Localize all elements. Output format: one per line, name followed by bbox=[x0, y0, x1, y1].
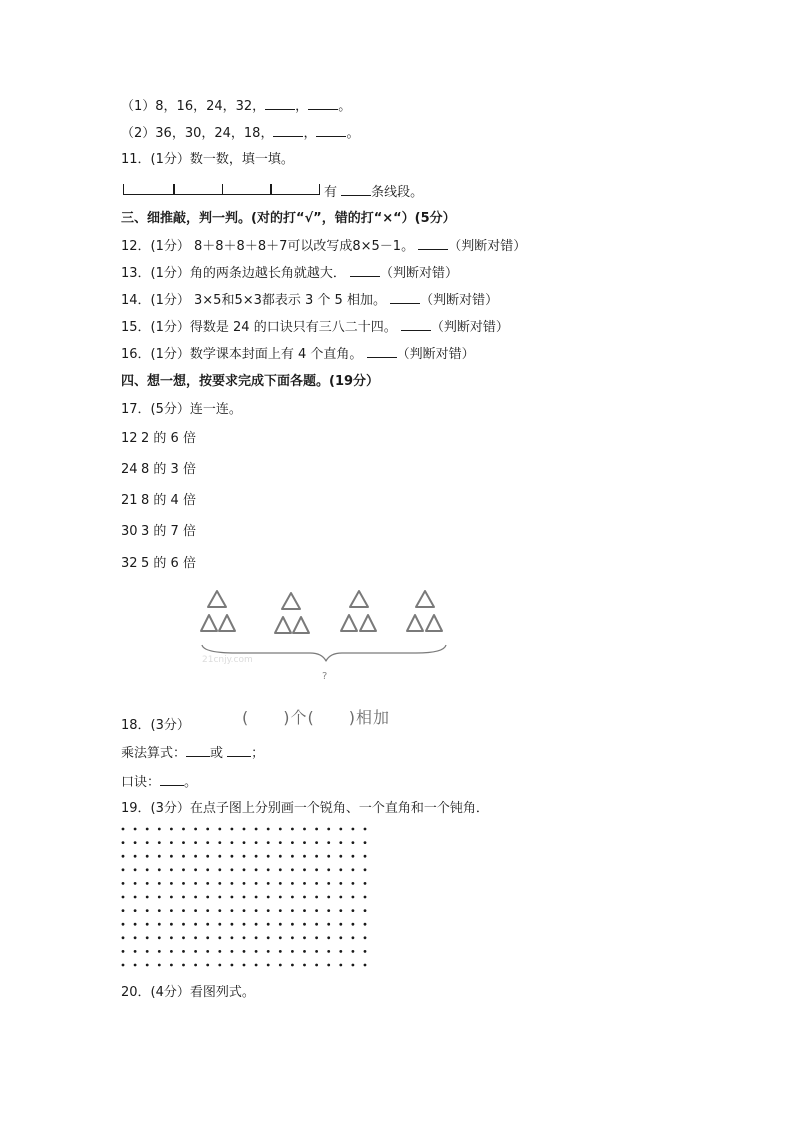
grid-dot[interactable] bbox=[267, 868, 270, 871]
section-4-title: 四、想一想，按要求完成下面各题。(19分） bbox=[121, 374, 380, 389]
grid-dot[interactable] bbox=[279, 936, 282, 939]
grid-dot[interactable] bbox=[291, 909, 294, 912]
grid-dot[interactable] bbox=[267, 828, 270, 831]
grid-dot[interactable] bbox=[352, 923, 355, 926]
grid-dot[interactable] bbox=[303, 936, 306, 939]
grid-dot[interactable] bbox=[364, 964, 367, 967]
grid-dot[interactable] bbox=[279, 964, 282, 967]
grid-dot[interactable] bbox=[255, 909, 258, 912]
grid-dot[interactable] bbox=[206, 882, 209, 885]
grid-dot[interactable] bbox=[182, 868, 185, 871]
grid-dot[interactable] bbox=[315, 828, 318, 831]
question-20-title: 20．(4分）看图列式。 bbox=[121, 985, 255, 1000]
grid-dot[interactable] bbox=[339, 896, 342, 899]
grid-dot[interactable] bbox=[291, 950, 294, 953]
grid-dot[interactable] bbox=[170, 923, 173, 926]
grid-dot[interactable] bbox=[170, 964, 173, 967]
seq-question-2: （2）36，30，24，18， ， 。 bbox=[121, 126, 360, 141]
grid-dot[interactable] bbox=[291, 964, 294, 967]
answer-blank[interactable] bbox=[350, 265, 380, 277]
grid-dot[interactable] bbox=[267, 923, 270, 926]
grid-dot[interactable] bbox=[170, 841, 173, 844]
grid-dot[interactable] bbox=[194, 868, 197, 871]
grid-dot[interactable] bbox=[315, 909, 318, 912]
grid-dot[interactable] bbox=[206, 964, 209, 967]
judgment-item-12: 12．(1分） 8＋8＋8＋8＋7可以改写成8×5－1。 （判断对错） bbox=[121, 239, 527, 254]
link-row[interactable] bbox=[121, 493, 196, 509]
grid-dot[interactable] bbox=[194, 855, 197, 858]
grid-dot[interactable] bbox=[352, 828, 355, 831]
grid-dot[interactable] bbox=[194, 936, 197, 939]
link-description[interactable]: 8 的 4 倍 bbox=[141, 493, 196, 508]
grid-dot[interactable] bbox=[206, 855, 209, 858]
grid-dot[interactable] bbox=[327, 855, 330, 858]
grid-dot[interactable] bbox=[243, 950, 246, 953]
grid-dot[interactable] bbox=[291, 896, 294, 899]
grid-dot[interactable] bbox=[146, 950, 149, 953]
judgment-item-13: 13．(1分）角的两条边越长角就越大． （判断对错） bbox=[121, 266, 459, 281]
grid-dot[interactable] bbox=[279, 882, 282, 885]
grid-dot[interactable] bbox=[291, 936, 294, 939]
grid-dot[interactable] bbox=[158, 909, 161, 912]
grid-dot[interactable] bbox=[327, 828, 330, 831]
grid-dot[interactable] bbox=[279, 923, 282, 926]
grid-dot[interactable] bbox=[182, 841, 185, 844]
grid-dot[interactable] bbox=[146, 936, 149, 939]
grid-dot[interactable] bbox=[231, 936, 234, 939]
grid-dot[interactable] bbox=[158, 882, 161, 885]
answer-blank[interactable] bbox=[390, 292, 420, 304]
grid-dot[interactable] bbox=[206, 909, 209, 912]
grid-dot[interactable] bbox=[364, 828, 367, 831]
answer-blank[interactable] bbox=[367, 346, 397, 358]
grid-dot[interactable] bbox=[243, 855, 246, 858]
section-3-title: 三、细推敲，判一判。(对的打“√”，错的打“×“）(5分） bbox=[121, 211, 456, 226]
grid-dot[interactable] bbox=[158, 936, 161, 939]
grid-dot[interactable] bbox=[327, 964, 330, 967]
grid-dot[interactable] bbox=[218, 841, 221, 844]
grid-dot[interactable] bbox=[158, 855, 161, 858]
grid-dot[interactable] bbox=[352, 936, 355, 939]
grid-dot[interactable] bbox=[146, 964, 149, 967]
grid-dot[interactable] bbox=[194, 909, 197, 912]
grid-dot[interactable] bbox=[243, 936, 246, 939]
answer-blank[interactable] bbox=[401, 319, 431, 331]
grid-dot[interactable] bbox=[146, 828, 149, 831]
grid-dot[interactable] bbox=[352, 841, 355, 844]
question-11-title: 11．(1分）数一数，填一填。 bbox=[121, 152, 294, 167]
grid-dot[interactable] bbox=[339, 828, 342, 831]
grid-dot[interactable] bbox=[255, 841, 258, 844]
grid-dot[interactable] bbox=[352, 964, 355, 967]
grid-dot[interactable] bbox=[315, 936, 318, 939]
answer-blank[interactable] bbox=[308, 98, 338, 110]
grid-dot[interactable] bbox=[134, 936, 137, 939]
grid-dot[interactable] bbox=[255, 950, 258, 953]
grid-dot[interactable] bbox=[291, 923, 294, 926]
grid-dot[interactable] bbox=[279, 855, 282, 858]
grid-dot[interactable] bbox=[122, 855, 125, 858]
link-description[interactable]: 8 的 3 倍 bbox=[141, 462, 196, 477]
grid-dot[interactable] bbox=[218, 936, 221, 939]
grid-dot[interactable] bbox=[255, 896, 258, 899]
grid-dot[interactable] bbox=[134, 964, 137, 967]
grid-dot[interactable] bbox=[315, 855, 318, 858]
grid-dot[interactable] bbox=[122, 841, 125, 844]
grid-dot[interactable] bbox=[158, 964, 161, 967]
grid-dot[interactable] bbox=[327, 882, 330, 885]
grid-dot[interactable] bbox=[279, 828, 282, 831]
grid-dot[interactable] bbox=[231, 896, 234, 899]
grid-dot[interactable] bbox=[327, 936, 330, 939]
link-number[interactable]: 24 bbox=[121, 462, 138, 477]
grid-dot[interactable] bbox=[146, 923, 149, 926]
answer-blank[interactable] bbox=[227, 745, 251, 757]
grid-dot[interactable] bbox=[170, 828, 173, 831]
grid-dot[interactable] bbox=[303, 841, 306, 844]
link-description[interactable]: 2 的 6 倍 bbox=[141, 431, 196, 446]
grid-dot[interactable] bbox=[231, 923, 234, 926]
grid-dot[interactable] bbox=[255, 868, 258, 871]
grid-dot[interactable] bbox=[231, 882, 234, 885]
grid-dot[interactable] bbox=[170, 950, 173, 953]
grid-dot[interactable] bbox=[231, 868, 234, 871]
grid-dot[interactable] bbox=[364, 936, 367, 939]
grid-dot[interactable] bbox=[218, 828, 221, 831]
grid-dot[interactable] bbox=[303, 882, 306, 885]
grid-dot[interactable] bbox=[279, 868, 282, 871]
grid-dot[interactable] bbox=[231, 828, 234, 831]
grid-dot[interactable] bbox=[122, 882, 125, 885]
grid-dot[interactable] bbox=[206, 936, 209, 939]
grid-dot[interactable] bbox=[122, 950, 125, 953]
grid-dot[interactable] bbox=[182, 882, 185, 885]
line-segment-figure bbox=[123, 183, 320, 195]
grid-dot[interactable] bbox=[182, 936, 185, 939]
grid-dot[interactable] bbox=[267, 936, 270, 939]
grid-dot[interactable] bbox=[194, 882, 197, 885]
grid-dot[interactable] bbox=[291, 828, 294, 831]
dot-grid[interactable] bbox=[121, 825, 371, 975]
grid-dot[interactable] bbox=[146, 882, 149, 885]
grid-dot[interactable] bbox=[134, 855, 137, 858]
link-row[interactable] bbox=[121, 462, 196, 478]
grid-dot[interactable] bbox=[134, 828, 137, 831]
grid-dot[interactable] bbox=[243, 896, 246, 899]
grid-dot[interactable] bbox=[255, 936, 258, 939]
grid-dot[interactable] bbox=[194, 896, 197, 899]
grid-dot[interactable] bbox=[279, 841, 282, 844]
grid-dot[interactable] bbox=[364, 909, 367, 912]
grid-dot[interactable] bbox=[327, 896, 330, 899]
grid-dot[interactable] bbox=[303, 964, 306, 967]
grid-dot[interactable] bbox=[243, 882, 246, 885]
grid-dot[interactable] bbox=[122, 964, 125, 967]
link-number[interactable]: 30 bbox=[121, 524, 138, 539]
link-row[interactable] bbox=[121, 556, 196, 572]
grid-dot[interactable] bbox=[194, 950, 197, 953]
figure-caption: ( )个( )相加 bbox=[242, 708, 390, 727]
grid-dot[interactable] bbox=[267, 950, 270, 953]
grid-dot[interactable] bbox=[255, 855, 258, 858]
grid-dot[interactable] bbox=[303, 868, 306, 871]
judgment-item-15: 15．(1分）得数是 24 的口诀只有三八二十四。 （判断对错） bbox=[121, 320, 509, 335]
grid-dot[interactable] bbox=[243, 923, 246, 926]
grid-dot[interactable] bbox=[206, 868, 209, 871]
grid-dot[interactable] bbox=[170, 909, 173, 912]
grid-dot[interactable] bbox=[218, 855, 221, 858]
link-row[interactable] bbox=[121, 431, 196, 447]
grid-dot[interactable] bbox=[182, 855, 185, 858]
grid-dot[interactable] bbox=[303, 923, 306, 926]
grid-dot[interactable] bbox=[327, 909, 330, 912]
grid-dot[interactable] bbox=[218, 868, 221, 871]
answer-blank[interactable] bbox=[160, 774, 184, 786]
grid-dot[interactable] bbox=[303, 950, 306, 953]
grid-dot[interactable] bbox=[291, 855, 294, 858]
answer-blank[interactable] bbox=[341, 184, 371, 196]
grid-dot[interactable] bbox=[134, 950, 137, 953]
segment-count-line: 有 条线段。 bbox=[324, 185, 424, 200]
grid-dot[interactable] bbox=[194, 964, 197, 967]
question-19-title: 19．(3分）在点子图上分别画一个锐角、一个直角和一个钝角． bbox=[121, 801, 489, 816]
grid-dot[interactable] bbox=[134, 923, 137, 926]
grid-dot[interactable] bbox=[194, 841, 197, 844]
judgment-item-14: 14．(1分） 3×5和5×3都表示 3 个 5 相加。 （判断对错） bbox=[121, 293, 499, 308]
grid-dot[interactable] bbox=[182, 950, 185, 953]
grid-dot[interactable] bbox=[182, 828, 185, 831]
grid-dot[interactable] bbox=[122, 909, 125, 912]
grid-dot[interactable] bbox=[315, 882, 318, 885]
grid-dot[interactable] bbox=[158, 923, 161, 926]
grid-dot[interactable] bbox=[352, 909, 355, 912]
grid-dot[interactable] bbox=[134, 882, 137, 885]
grid-dot[interactable] bbox=[231, 909, 234, 912]
grid-dot[interactable] bbox=[279, 896, 282, 899]
grid-dot[interactable] bbox=[255, 882, 258, 885]
grid-dot[interactable] bbox=[182, 964, 185, 967]
grid-dot[interactable] bbox=[158, 950, 161, 953]
grid-dot[interactable] bbox=[134, 909, 137, 912]
grid-dot[interactable] bbox=[122, 896, 125, 899]
grid-dot[interactable] bbox=[315, 896, 318, 899]
grid-dot[interactable] bbox=[364, 882, 367, 885]
link-number[interactable]: 32 bbox=[121, 556, 138, 571]
answer-blank[interactable] bbox=[265, 98, 295, 110]
grid-dot[interactable] bbox=[194, 923, 197, 926]
grid-dot[interactable] bbox=[122, 828, 125, 831]
grid-dot[interactable] bbox=[206, 841, 209, 844]
grid-dot[interactable] bbox=[231, 841, 234, 844]
grid-dot[interactable] bbox=[255, 964, 258, 967]
grid-dot[interactable] bbox=[339, 923, 342, 926]
grid-dot[interactable] bbox=[182, 896, 185, 899]
rhyme-line: 口诀： 。 bbox=[121, 775, 198, 790]
question-18-title: 18．(3分） bbox=[121, 718, 190, 733]
grid-dot[interactable] bbox=[352, 896, 355, 899]
grid-dot[interactable] bbox=[218, 964, 221, 967]
grid-dot[interactable] bbox=[206, 950, 209, 953]
link-description[interactable]: 3 的 7 倍 bbox=[141, 524, 196, 539]
grid-dot[interactable] bbox=[303, 909, 306, 912]
triangle-groups-figure bbox=[196, 585, 458, 727]
grid-dot[interactable] bbox=[218, 950, 221, 953]
link-number[interactable]: 21 bbox=[121, 493, 138, 508]
grid-dot[interactable] bbox=[231, 855, 234, 858]
watermark-text: 21cnjy.com bbox=[202, 655, 253, 665]
grid-dot[interactable] bbox=[158, 841, 161, 844]
grid-dot[interactable] bbox=[218, 896, 221, 899]
grid-dot[interactable] bbox=[243, 828, 246, 831]
grid-dot[interactable] bbox=[315, 923, 318, 926]
grid-dot[interactable] bbox=[352, 868, 355, 871]
grid-dot[interactable] bbox=[122, 923, 125, 926]
grid-dot[interactable] bbox=[170, 855, 173, 858]
grid-dot[interactable] bbox=[352, 855, 355, 858]
grid-dot[interactable] bbox=[146, 841, 149, 844]
grid-dot[interactable] bbox=[158, 896, 161, 899]
link-row[interactable] bbox=[121, 524, 196, 540]
link-number[interactable]: 12 bbox=[121, 431, 138, 446]
grid-dot[interactable] bbox=[170, 936, 173, 939]
grid-dot[interactable] bbox=[291, 868, 294, 871]
seq-question-1: （1）8，16，24，32， ， 。 bbox=[121, 99, 352, 114]
grid-dot[interactable] bbox=[218, 923, 221, 926]
grid-dot[interactable] bbox=[218, 882, 221, 885]
grid-dot[interactable] bbox=[364, 950, 367, 953]
grid-dot[interactable] bbox=[134, 841, 137, 844]
grid-dot[interactable] bbox=[231, 964, 234, 967]
grid-dot[interactable] bbox=[170, 896, 173, 899]
grid-dot[interactable] bbox=[158, 868, 161, 871]
answer-blank[interactable] bbox=[418, 238, 448, 250]
grid-dot[interactable] bbox=[122, 868, 125, 871]
grid-dot[interactable] bbox=[303, 828, 306, 831]
grid-dot[interactable] bbox=[255, 828, 258, 831]
grid-dot[interactable] bbox=[352, 950, 355, 953]
grid-dot[interactable] bbox=[267, 896, 270, 899]
grid-dot[interactable] bbox=[364, 841, 367, 844]
grid-dot[interactable] bbox=[364, 855, 367, 858]
grid-dot[interactable] bbox=[146, 855, 149, 858]
grid-dot[interactable] bbox=[134, 868, 137, 871]
grid-dot[interactable] bbox=[122, 936, 125, 939]
grid-dot[interactable] bbox=[182, 923, 185, 926]
grid-dot[interactable] bbox=[315, 868, 318, 871]
grid-dot[interactable] bbox=[255, 923, 258, 926]
multiplication-formula-line: 乘法算式： 或 ； bbox=[121, 746, 265, 761]
grid-dot[interactable] bbox=[339, 964, 342, 967]
grid-dot[interactable] bbox=[146, 868, 149, 871]
grid-dot[interactable] bbox=[206, 896, 209, 899]
grid-dot[interactable] bbox=[243, 841, 246, 844]
grid-dot[interactable] bbox=[315, 964, 318, 967]
grid-dot[interactable] bbox=[352, 882, 355, 885]
grid-dot[interactable] bbox=[315, 841, 318, 844]
grid-dot[interactable] bbox=[303, 855, 306, 858]
grid-dot[interactable] bbox=[279, 909, 282, 912]
grid-dot[interactable] bbox=[327, 923, 330, 926]
grid-dot[interactable] bbox=[267, 909, 270, 912]
grid-dot[interactable] bbox=[364, 923, 367, 926]
grid-dot[interactable] bbox=[218, 909, 221, 912]
grid-dot[interactable] bbox=[243, 964, 246, 967]
question-17-title: 17．(5分）连一连。 bbox=[121, 402, 242, 417]
grid-dot[interactable] bbox=[291, 882, 294, 885]
grid-dot[interactable] bbox=[206, 923, 209, 926]
grid-dot[interactable] bbox=[267, 964, 270, 967]
grid-dot[interactable] bbox=[194, 828, 197, 831]
grid-dot[interactable] bbox=[291, 841, 294, 844]
grid-dot[interactable] bbox=[339, 909, 342, 912]
grid-dot[interactable] bbox=[146, 896, 149, 899]
grid-dot[interactable] bbox=[146, 909, 149, 912]
grid-dot[interactable] bbox=[279, 950, 282, 953]
judgment-item-16: 16．(1分）数学课本封面上有 4 个直角。 （判断对错） bbox=[121, 347, 475, 362]
grid-dot[interactable] bbox=[134, 896, 137, 899]
grid-dot[interactable] bbox=[339, 855, 342, 858]
grid-dot[interactable] bbox=[339, 868, 342, 871]
grid-dot[interactable] bbox=[158, 828, 161, 831]
grid-dot[interactable] bbox=[231, 950, 234, 953]
grid-dot[interactable] bbox=[243, 909, 246, 912]
grid-dot[interactable] bbox=[206, 828, 209, 831]
grid-dot[interactable] bbox=[243, 868, 246, 871]
grid-dot[interactable] bbox=[170, 868, 173, 871]
grid-dot[interactable] bbox=[327, 950, 330, 953]
grid-dot[interactable] bbox=[327, 868, 330, 871]
link-description[interactable]: 5 的 6 倍 bbox=[141, 556, 196, 571]
answer-blank[interactable] bbox=[186, 745, 210, 757]
grid-dot[interactable] bbox=[327, 841, 330, 844]
grid-dot[interactable] bbox=[315, 950, 318, 953]
grid-dot[interactable] bbox=[267, 855, 270, 858]
grid-dot[interactable] bbox=[170, 882, 173, 885]
grid-dot[interactable] bbox=[339, 950, 342, 953]
grid-dot[interactable] bbox=[182, 909, 185, 912]
grid-dot[interactable] bbox=[364, 868, 367, 871]
grid-dot[interactable] bbox=[339, 841, 342, 844]
grid-dot[interactable] bbox=[364, 896, 367, 899]
grid-dot[interactable] bbox=[339, 936, 342, 939]
grid-dot[interactable] bbox=[267, 882, 270, 885]
grid-dot[interactable] bbox=[303, 896, 306, 899]
grid-dot[interactable] bbox=[267, 841, 270, 844]
grid-dot[interactable] bbox=[339, 882, 342, 885]
brace-mark: ? bbox=[322, 671, 328, 682]
answer-blank[interactable] bbox=[316, 125, 346, 137]
answer-blank[interactable] bbox=[273, 125, 303, 137]
